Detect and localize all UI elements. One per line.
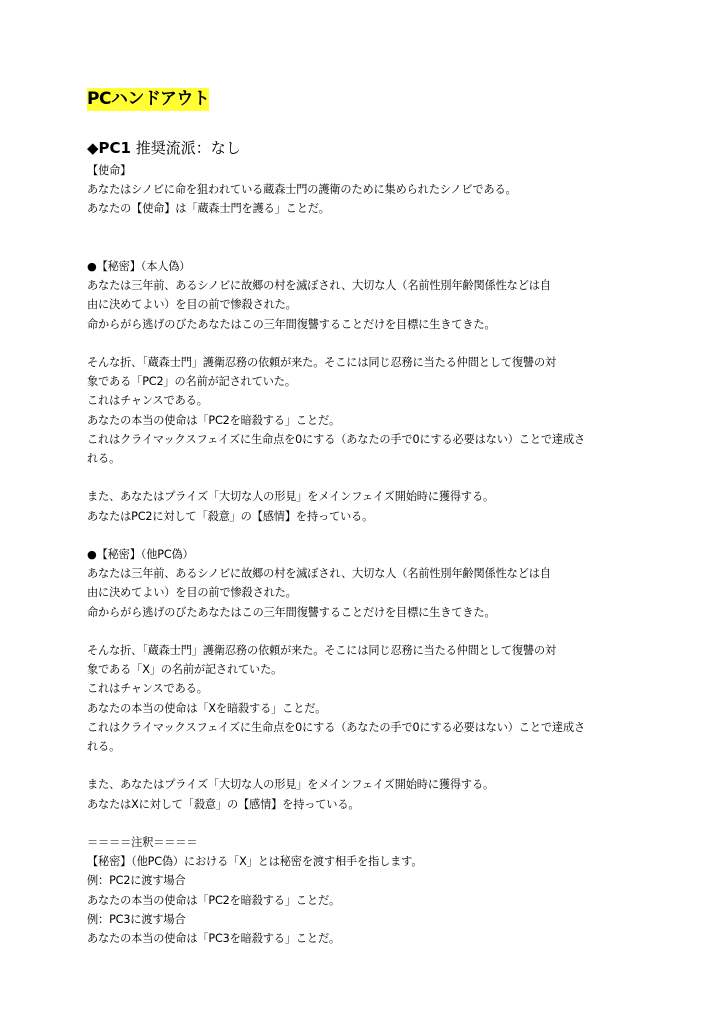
recommended-school: 推奨流派：なし — [135, 139, 241, 157]
secret-other-line: これはクライマックスフェイズに生命点を0にする（あなたの手で0にする必要はない）ことで達成さ — [87, 720, 586, 734]
mission-label: 【使命】 — [87, 164, 132, 177]
secret-other-line: そんな折、「蔵森士門」護衛忍務の依頼が来た。そこには同じ忍務に当たる仲間として復讐の対 — [87, 644, 557, 657]
secret-other-line: あなたはXに対して「殺意」の【感情】を持っている。 — [87, 797, 360, 811]
secret-other-label: ●【秘密】（他PC偽） — [87, 548, 194, 561]
secret-self-line: 命からがら逃げのびたあなたはこの三年間復讐することだけを目標に生きてきた。 — [87, 317, 496, 331]
page-title — [87, 88, 209, 110]
notes-line: あなたの本当の使命は「PC2を暗殺する」ことだ。 — [87, 893, 341, 907]
notes-line: 例：PC2に渡す場合 — [87, 874, 186, 888]
secret-self-line: あなたは三年前、あるシノビに故郷の村を滅ぼされ、大切な人（名前性別年齢関係性などは自 — [87, 279, 551, 293]
secret-other-line: 象である「X」の名前が記されていた。 — [87, 663, 283, 677]
mission-line: あなたの【使命】は「蔵森士門を護る」ことだ。 — [87, 202, 330, 216]
secret-self-line: これはチャンスである。 — [87, 394, 208, 408]
pc-marker: ◆PC1 — [87, 139, 131, 157]
secret-self-line: あなたの本当の使命は「PC2を暗殺する」ことだ。 — [87, 413, 341, 427]
handout-body — [87, 161, 647, 948]
secret-other-line: あなたは三年前、あるシノビに故郷の村を滅ぼされ、大切な人（名前性別年齢関係性などは自 — [87, 567, 551, 581]
notes-line: 例：PC3に渡す場合 — [87, 912, 186, 926]
secret-other-line: あなたの本当の使命は「Xを暗殺する」ことだ。 — [87, 701, 327, 715]
secret-self-line: れる。 — [87, 452, 121, 466]
highlighted-title: PCハンドアウト — [87, 89, 210, 109]
secret-other-line: 命からがら逃げのびたあなたはこの三年間復讐することだけを目標に生きてきた。 — [87, 605, 496, 619]
notes-label: ＝＝＝＝注釈＝＝＝＝ — [87, 836, 198, 849]
secret-self-line: これはクライマックスフェイズに生命点を0にする（あなたの手で0にする必要はない）ことで達成さ — [87, 432, 586, 446]
secret-self-line: あなたはPC2に対して「殺意」の【感情】を持っている。 — [87, 509, 374, 523]
secret-self-line: また、あなたはプライズ「大切な人の形見」をメインフェイズ開始時に獲得する。 — [87, 490, 495, 504]
secret-other-line: また、あなたはプライズ「大切な人の形見」をメインフェイズ開始時に獲得する。 — [87, 778, 495, 792]
secret-other-line: れる。 — [87, 740, 121, 754]
notes-line: 【秘密】（他PC偽）における「X」とは秘密を渡す相手を指します。 — [87, 855, 423, 869]
secret-self-line: 由に決めてよい）を目の前で惨殺された。 — [87, 298, 297, 312]
secret-self-line: 象である「PC2」の名前が記されていた。 — [87, 375, 296, 389]
secret-other-line: これはチャンスである。 — [87, 682, 208, 696]
secret-self-line: そんな折、「蔵森士門」護衛忍務の依頼が来た。そこには同じ忍務に当たる仲間として復讐の対 — [87, 356, 557, 369]
mission-line: あなたはシノビに命を狙われている蔵森士門の護衛のために集められたシノビである。 — [87, 183, 517, 197]
secret-other-line: 由に決めてよい）を目の前で惨殺された。 — [87, 586, 297, 600]
secret-self-label: ●【秘密】（本人偽） — [87, 260, 191, 273]
pc1-heading — [87, 138, 241, 158]
notes-line: あなたの本当の使命は「PC3を暗殺する」ことだ。 — [87, 932, 341, 946]
